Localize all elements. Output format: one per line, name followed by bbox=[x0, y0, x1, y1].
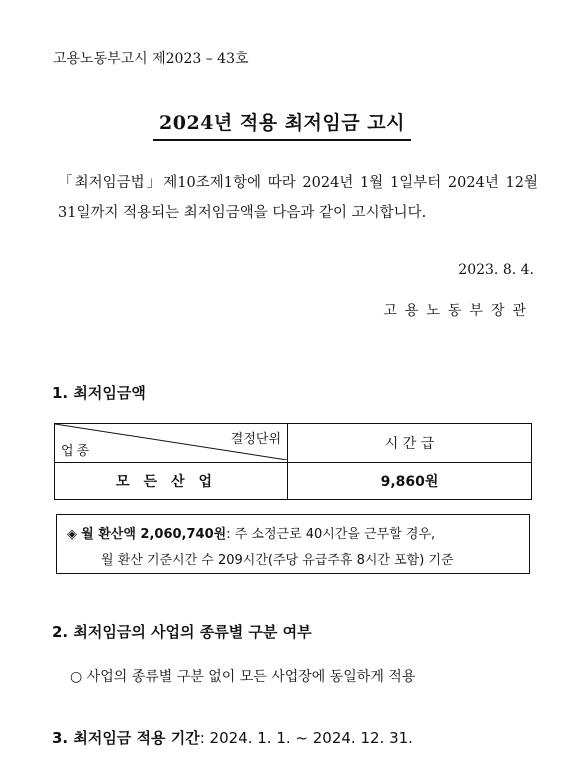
section-2-bullet bbox=[70, 666, 415, 686]
note-line-1 bbox=[67, 523, 435, 542]
section-2-bullet-text: 사업의 종류별 구분 없이 모든 사업장에 동일하게 적용 bbox=[86, 669, 416, 685]
section-3-period: : 2024. 1. 1. ~ 2024. 12. 31. bbox=[199, 729, 413, 747]
row-value: 9,860원 bbox=[288, 463, 532, 500]
page-title: 2024년 적용 최저임금 고시 bbox=[153, 108, 411, 141]
intro-paragraph: 「최저임금법」제10조제1항에 따라 2024년 1월 1일부터 2024년 12월 31일까지 적용되는 최저임금액을 다음과 같이 고시합니다. bbox=[58, 175, 538, 221]
section-1-heading: 1. 최저임금액 bbox=[52, 384, 146, 402]
row-label: 모든산업 bbox=[55, 463, 288, 500]
note-line-2: 월 환산 기준시간 수 209시간(주당 유급주휴 8시간 포함) 기준 bbox=[101, 553, 454, 568]
corner-top-label: 결정단위 bbox=[230, 432, 281, 447]
minimum-wage-table bbox=[54, 423, 532, 500]
notice-date: 2023. 8. 4. bbox=[458, 262, 534, 278]
notice-number: 고용노동부고시 제2023 – 43호 bbox=[53, 51, 249, 67]
section-2-heading: 2. 최저임금의 사업의 종류별 구분 여부 bbox=[52, 623, 312, 641]
hourly-wage-header: 시 간 급 bbox=[288, 424, 532, 463]
table-header-row bbox=[55, 424, 532, 463]
table-row bbox=[55, 463, 532, 500]
section-3-heading bbox=[52, 727, 413, 748]
signatory: 고용노동부장관 bbox=[383, 303, 534, 319]
monthly-conversion-note bbox=[56, 514, 530, 574]
title-container bbox=[0, 108, 564, 141]
section-3-heading-label: 3. 최저임금 적용 기간 bbox=[52, 729, 200, 747]
note-line-1-rest: : 주 소정근로 40시간을 근무할 경우, bbox=[226, 527, 436, 542]
corner-bottom-label: 업종 bbox=[61, 444, 93, 459]
diamond-icon: ◈ bbox=[67, 527, 77, 542]
circle-bullet-icon: ○ bbox=[70, 669, 83, 685]
note-bold-text: 월 환산액 2,060,740원 bbox=[81, 527, 227, 542]
diagonal-header-cell bbox=[55, 424, 288, 463]
